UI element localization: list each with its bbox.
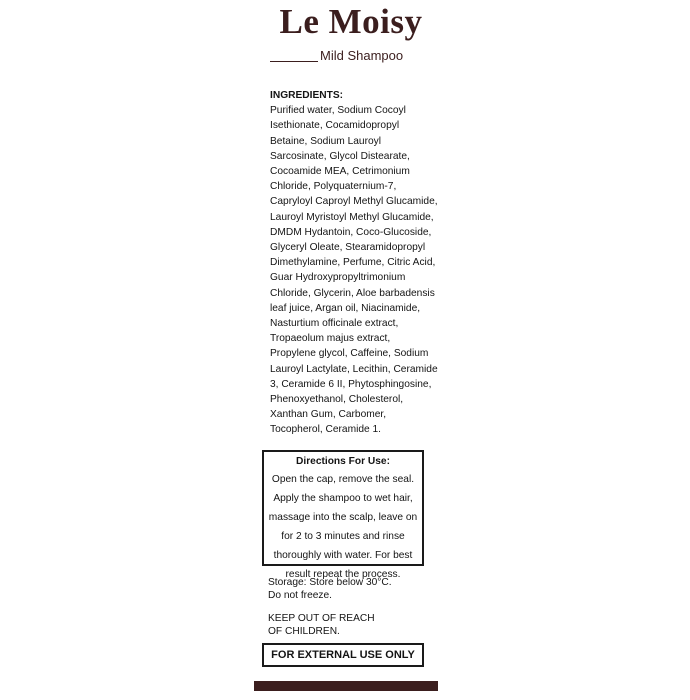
external-use-notice: FOR EXTERNAL USE ONLY xyxy=(262,643,424,667)
directions-box xyxy=(262,450,424,580)
storage-info xyxy=(268,576,436,602)
child-warning-line-1: KEEP OUT OF REACH xyxy=(268,613,375,624)
directions-heading: Directions For Use: xyxy=(296,456,390,467)
ingredients-section xyxy=(270,88,438,438)
bottom-color-bar xyxy=(254,681,438,691)
child-warning xyxy=(268,612,436,638)
subtitle-rule xyxy=(270,61,318,62)
child-warning-line-2: OF CHILDREN. xyxy=(268,626,340,637)
storage-line-1: Storage: Store below 30°C. xyxy=(268,577,392,588)
product-label xyxy=(254,0,438,700)
storage-line-2: Do not freeze. xyxy=(268,590,332,601)
product-subtitle: Mild Shampoo xyxy=(320,48,404,63)
ingredients-list: Purified water, Sodium Cocoyl Isethionate, Cocamidopropyl Betaine, Sodium Lauroyl Sarcosinate, Glycol Distearate, Cocoamide MEA, Cetrimonium Chloride, Polyquaternium-7, Capryloyl Caproyl Methyl Glucamide, Lauroyl Myristoyl Methyl Glucamide, DMDM Hydantoin, Coco-Glucoside, Glyceryl Oleate, Stearamidopropyl Dimethylamine, Perfume, Citric Acid, Guar Hydroxypropyltrimonium Chloride, Glycerin, Aloe barbadensis leaf juice, Argan oil, Niacinamide, Nasturtium officinale extract, Tropaeolum majus extract, Propylene glycol, Caffeine, Sodium Lauroyl Lactylate, Lecithin, Ceramide 3, Ceramide 6 II, Phytosphingosine, Phenoxyethanol, Cholesterol, Xanthan Gum, Carbomer, Tocopherol, Ceramide 1. xyxy=(270,105,438,436)
product-subtitle-line xyxy=(270,48,440,64)
brand-name: Le Moisy xyxy=(279,2,423,41)
directions-text: Open the cap, remove the seal. Apply the shampoo to wet hair, massage into the scalp, leave on for 2 to 3 minutes and rinse thoroughly with water. For best result repeat the process. xyxy=(268,474,418,580)
ingredients-heading: INGREDIENTS: xyxy=(270,90,344,101)
